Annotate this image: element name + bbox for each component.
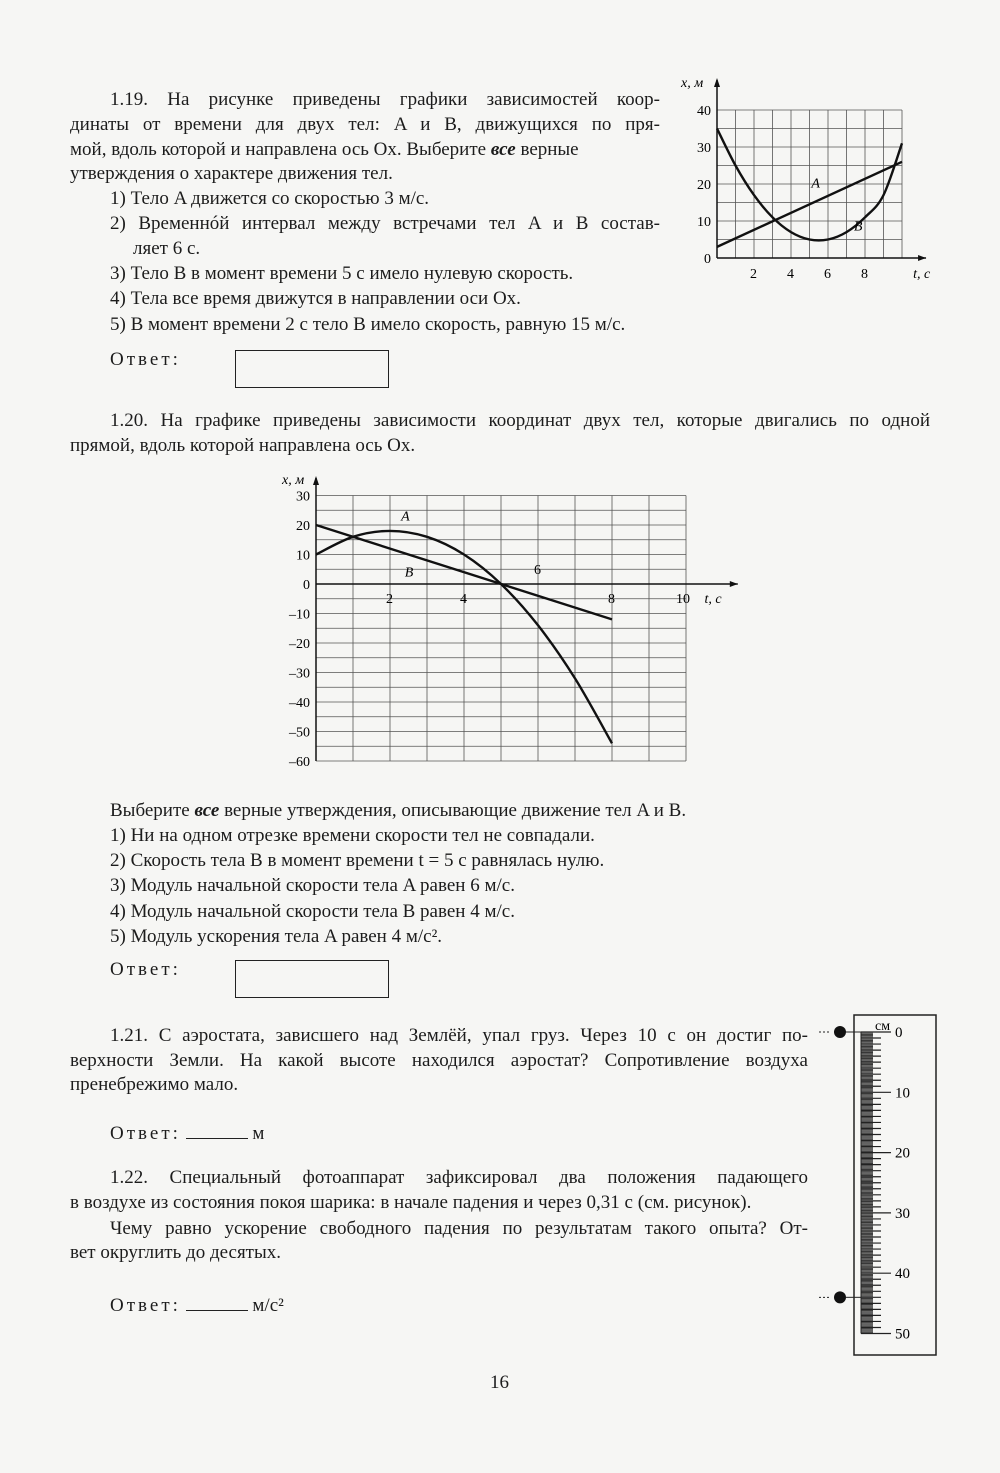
x-axis-arrow [918,255,926,261]
x-axis-arrow [730,581,738,587]
ruler-labels [895,1025,910,1343]
y-axis-arrow [714,78,720,87]
p120-line1: 1.20. На графике приведены зависимости координат двух тел, которые двигались по одной [110,410,930,431]
p119-option-3: 3) Тело B в момент времени 5 с имело нулевую скорость. [110,263,574,284]
y-tick-label: –10 [289,607,310,623]
y-tick-label: 20 [697,178,711,193]
chart-120 [270,470,740,780]
y-tick-label: 30 [296,489,310,505]
series-B-label: B [404,565,414,581]
series-A-label: A [811,176,820,192]
p121-answer: Ответ: м [110,1120,264,1146]
x-tick-label: 6 [534,563,541,578]
chart-119 [670,70,940,290]
p121-line1: 1.21. С аэростата, зависшего над Землёй, упал груз. Через 10 с он достиг по- [110,1025,808,1046]
y-axis-label: x, м [282,473,305,488]
ball-position-2 [834,1291,846,1303]
ruler-label: 30 [895,1205,910,1222]
x-tick-label: 4 [460,592,467,607]
p119-line2: динаты от времени для двух тел: A и B, движущихся по пря- [70,114,660,135]
x-tick-label: 2 [386,592,393,607]
p119-answer-label: Ответ: [110,349,181,370]
p122-answer-blank[interactable] [186,1292,248,1311]
y-tick-label: –30 [289,666,310,682]
y-tick-label: 10 [296,548,310,564]
chart-120-axes [313,476,738,761]
x-tick-label: 8 [861,267,868,282]
p121-answer-blank[interactable] [186,1120,248,1139]
p119-line4: утверждения о характере движения тел. [70,163,393,184]
y-tick-label: 0 [303,578,310,593]
p122-line3: Чему равно ускорение свободного падения по результатам такого опыта? От- [110,1218,808,1239]
y-tick-label: –60 [289,755,310,770]
series-B-label: B [853,219,863,235]
y-axis-label: x, м [681,76,704,91]
p120-option-5: 5) Модуль ускорения тела A равен 4 м/с². [110,926,443,947]
p120-answer-box[interactable] [235,960,389,998]
y-tick-label: 0 [704,252,711,267]
p122-line1: 1.22. Специальный фотоаппарат зафиксировал два положения падающего [110,1167,808,1188]
y-tick-label: –40 [289,696,310,711]
p119-answer-box[interactable] [235,350,389,388]
x-axis-label: t, с [704,592,722,607]
x-tick-label: 2 [750,267,757,282]
p120-option-1: 1) Ни на одном отрезке времени скорости тел не совпадали. [110,825,595,846]
ruler-label: 0 [895,1025,903,1041]
x-tick-label: 6 [824,267,831,282]
p119-option-4: 4) Тела все время движутся в направлении оси Ox. [110,288,521,309]
chart-120-grid [316,496,686,762]
p119-line1: 1.19. На рисунке приведены графики зависимостей коор- [110,89,660,110]
ruler-label: 50 [895,1326,910,1343]
p120-option-2: 2) Скорость тела B в момент времени t = 5 с равнялась нулю. [110,850,605,871]
ruler-label: 10 [895,1085,910,1102]
p121-line2: верхности Земли. На какой высоте находился аэростат? Сопротивление воздуха [70,1050,808,1071]
x-axis-label: t, с [913,267,931,282]
p122-answer: Ответ: м/с² [110,1292,284,1318]
chart-120-labels [281,473,722,770]
p120-line2: прямой, вдоль которой направлена ось Ox. [70,435,416,456]
page-number: 16 [490,1372,509,1393]
ruler-label: 40 [895,1266,910,1283]
p120-answer-label: Ответ: [110,959,181,980]
y-tick-label: –50 [289,725,310,741]
y-tick-label: 40 [697,104,711,119]
ruler-label: 20 [895,1145,910,1162]
y-tick-label: 30 [697,141,711,156]
ruler-figure [815,1010,945,1360]
x-tick-label: 10 [676,592,690,607]
p119-option-2a: 2) Временнóй интервал между встречами тел A и B состав- [110,213,660,234]
p122-line4: вет округлить до десятых. [70,1242,282,1263]
y-tick-label: –20 [289,637,310,652]
p119-option-2b: ляет 6 с. [133,238,201,259]
p120-option-3: 3) Модуль начальной скорости тела A равен 6 м/с. [110,875,515,896]
y-tick-label: 10 [697,215,711,230]
p121-line3: пренебрежимо мало. [70,1074,239,1095]
p119-line3: мой, вдоль которой и направлена ось Ox. Выберите все верные [70,139,579,160]
y-tick-label: 20 [296,519,310,534]
y-axis-arrow [313,476,319,485]
chart-119-grid [717,110,902,258]
p122-line2: в воздухе из состояния покоя шарика: в начале падения и через 0,31 с (см. рисунок). [70,1192,752,1213]
x-tick-label: 8 [608,592,615,607]
ball-position-1 [834,1026,846,1038]
series-A-label: A [401,509,410,525]
p120-option-4: 4) Модуль начальной скорости тела B равен 4 м/с. [110,901,515,922]
p119-option-1: 1) Тело A движется со скоростью 3 м/с. [110,188,430,209]
ruler-ticks [861,1032,891,1334]
p119-option-5: 5) В момент времени 2 с тело B имело скорость, равную 15 м/с. [110,314,626,335]
p120-select: Выберите все верные утверждения, описывающие движение тел A и B. [110,800,687,821]
x-tick-label: 4 [787,267,794,282]
ruler-unit: см [875,1019,891,1034]
